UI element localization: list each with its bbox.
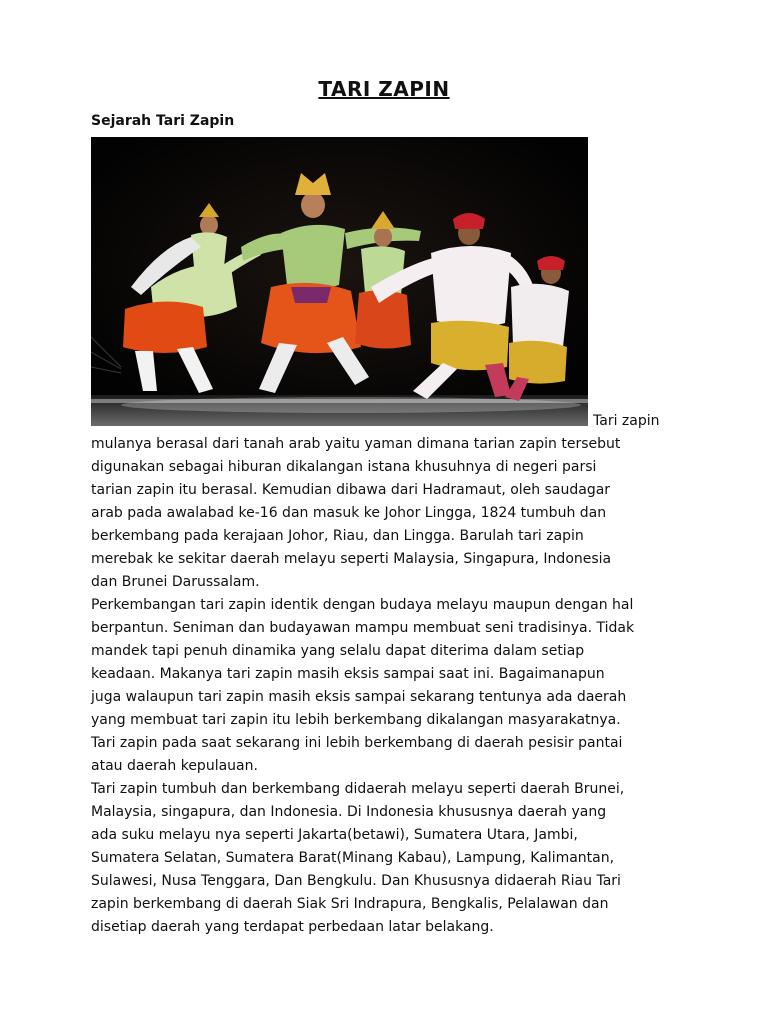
text-line: arab pada awalabad ke-16 dan masuk ke Johor Lingga, 1824 tumbuh dan: [91, 505, 607, 521]
text-line: mulanya berasal dari tanah arab yaitu yaman dimana tarian zapin tersebut: [91, 436, 621, 452]
text-line: Perkembangan tari zapin identik dengan budaya melayu maupun dengan hal: [91, 597, 634, 613]
text-line: Sumatera Selatan, Sumatera Barat(Minang Kabau), Lampung, Kalimantan,: [91, 850, 615, 866]
text-line: Malaysia, singapura, dan Indonesia. Di Indonesia khususnya daerah yang: [91, 804, 607, 820]
text-line: berkembang pada kerajaan Johor, Riau, dan Lingga. Barulah tari zapin: [91, 528, 584, 544]
text-line: Tari zapin tumbuh dan berkembang didaerah melayu seperti daerah Brunei,: [91, 781, 625, 797]
text-line: zapin berkembang di daerah Siak Sri Indrapura, Bengkalis, Pelalawan dan: [91, 896, 609, 912]
text-line: atau daerah kepulauan.: [91, 758, 258, 774]
document-title: TARI ZAPIN: [318, 77, 450, 101]
text-line: digunakan sebagai hiburan dikalangan istana khusuhnya di negeri parsi: [91, 459, 597, 475]
dance-photo: [91, 137, 588, 426]
text-line: keadaan. Makanya tari zapin masih eksis sampai saat ini. Bagaimanapun: [91, 666, 605, 682]
text-line: juga walaupun tari zapin masih eksis sampai sekarang tentunya ada daerah: [91, 689, 627, 705]
text-line: Tari zapin: [593, 413, 660, 429]
text-line: dan Brunei Darussalam.: [91, 574, 260, 590]
text-line: Tari zapin pada saat sekarang ini lebih berkembang di daerah pesisir pantai: [91, 735, 623, 751]
text-line: mandek tapi penuh dinamika yang selalu dapat diterima dalam setiap: [91, 643, 585, 659]
text-line: disetiap daerah yang terdapat perbedaan latar belakang.: [91, 919, 494, 935]
text-line: merebak ke sekitar daerah melayu seperti Malaysia, Singapura, Indonesia: [91, 551, 612, 567]
text-line: yang membuat tari zapin itu lebih berkembang dikalangan masyarakatnya.: [91, 712, 621, 728]
body-text: [91, 410, 691, 939]
section-heading: Sejarah Tari Zapin: [91, 113, 235, 129]
text-line: tarian zapin itu berasal. Kemudian dibawa dari Hadramaut, oleh saudagar: [91, 482, 611, 498]
text-line: Sulawesi, Nusa Tenggara, Dan Bengkulu. Dan Khususnya didaerah Riau Tari: [91, 873, 621, 889]
text-line: berpantun. Seniman dan budayawan mampu membuat seni tradisinya. Tidak: [91, 620, 635, 636]
text-line: ada suku melayu nya seperti Jakarta(betawi), Sumatera Utara, Jambi,: [91, 827, 578, 843]
